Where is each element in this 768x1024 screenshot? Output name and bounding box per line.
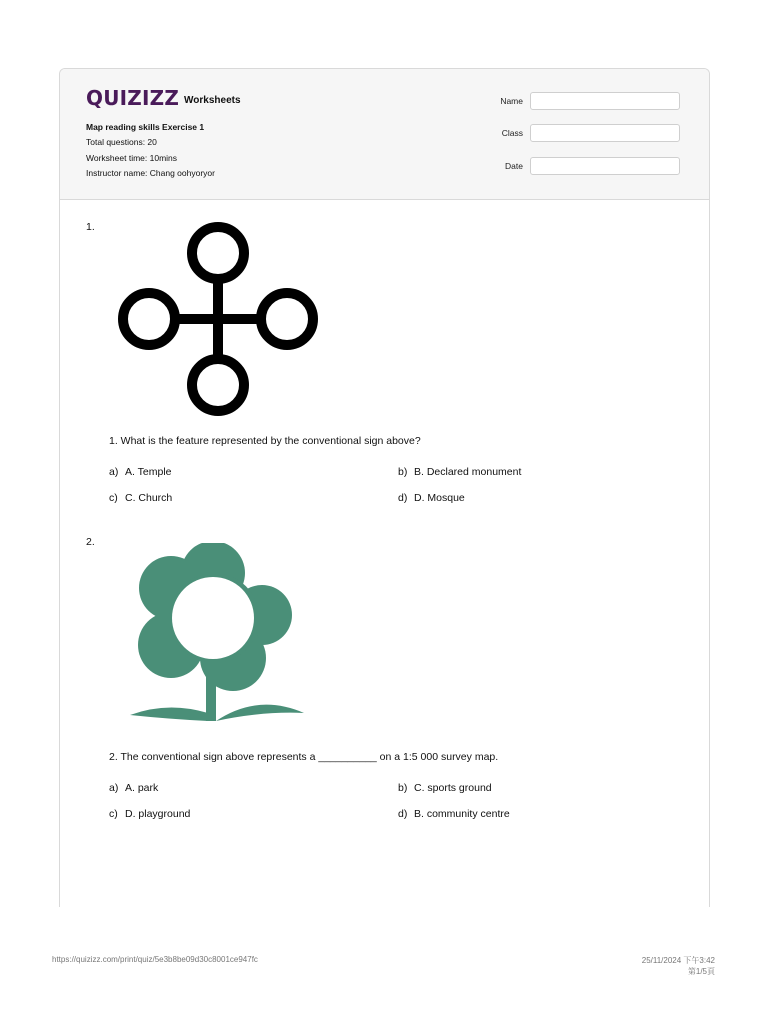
option-text: D. playground	[125, 808, 191, 820]
total-questions: Total questions: 20	[86, 137, 157, 147]
worksheet	[59, 68, 710, 907]
instructor-name: Instructor name: Chang oohyoryor	[86, 168, 215, 178]
class-field[interactable]	[530, 124, 680, 142]
question-2-option-a[interactable]	[109, 782, 158, 794]
option-text: C. Church	[125, 492, 173, 504]
four-ring-cross-icon	[115, 219, 325, 419]
option-text: B. community centre	[414, 808, 510, 820]
question-2-option-b[interactable]	[398, 782, 492, 794]
name-field[interactable]	[530, 92, 680, 110]
option-letter: a)	[109, 466, 119, 478]
question-2-option-d[interactable]	[398, 808, 510, 820]
option-letter: d)	[398, 492, 408, 504]
page-number: 第1/5頁	[687, 967, 715, 976]
flower-icon	[128, 543, 308, 728]
question-1-option-d[interactable]	[398, 492, 465, 504]
option-letter: b)	[398, 466, 408, 478]
option-letter: b)	[398, 782, 408, 794]
question-2-number: 2.	[86, 536, 95, 548]
option-text: A. Temple	[125, 466, 172, 478]
print-info	[642, 955, 715, 977]
question-1-option-c[interactable]	[109, 492, 172, 504]
option-letter: c)	[109, 808, 118, 820]
option-text: C. sports ground	[414, 782, 492, 794]
worksheet-title: Map reading skills Exercise 1	[86, 122, 205, 132]
question-1-number: 1.	[86, 221, 95, 233]
worksheet-time: Worksheet time: 10mins	[86, 153, 178, 163]
logo-subtitle: Worksheets	[184, 94, 241, 106]
name-label: Name	[500, 96, 523, 106]
option-text: D. Mosque	[414, 492, 465, 504]
date-label: Date	[505, 161, 523, 171]
option-letter: d)	[398, 808, 408, 820]
class-label: Class	[501, 128, 523, 138]
quizizz-logo	[86, 86, 241, 110]
worksheet-header	[60, 69, 709, 200]
date-field[interactable]	[530, 157, 680, 175]
question-1-option-b[interactable]	[398, 466, 521, 478]
option-letter: c)	[109, 492, 118, 504]
option-text: B. Declared monument	[414, 466, 522, 478]
option-text: A. park	[125, 782, 159, 794]
question-1-text: 1. What is the feature represented by the conventional sign above?	[109, 435, 421, 447]
page-url[interactable]: https://quizizz.com/print/quiz/5e3b8be09d30c8001ce947fc	[52, 955, 258, 964]
logo-wordmark: QUIZIZZ	[86, 86, 180, 110]
print-datetime: 25/11/2024 下午3:42	[641, 956, 715, 965]
option-letter: a)	[109, 782, 119, 794]
question-2-text: 2. The conventional sign above represents a __________ on a 1:5 000 survey map.	[109, 751, 499, 763]
question-2-option-c[interactable]	[109, 808, 190, 820]
question-1-option-a[interactable]	[109, 466, 172, 478]
